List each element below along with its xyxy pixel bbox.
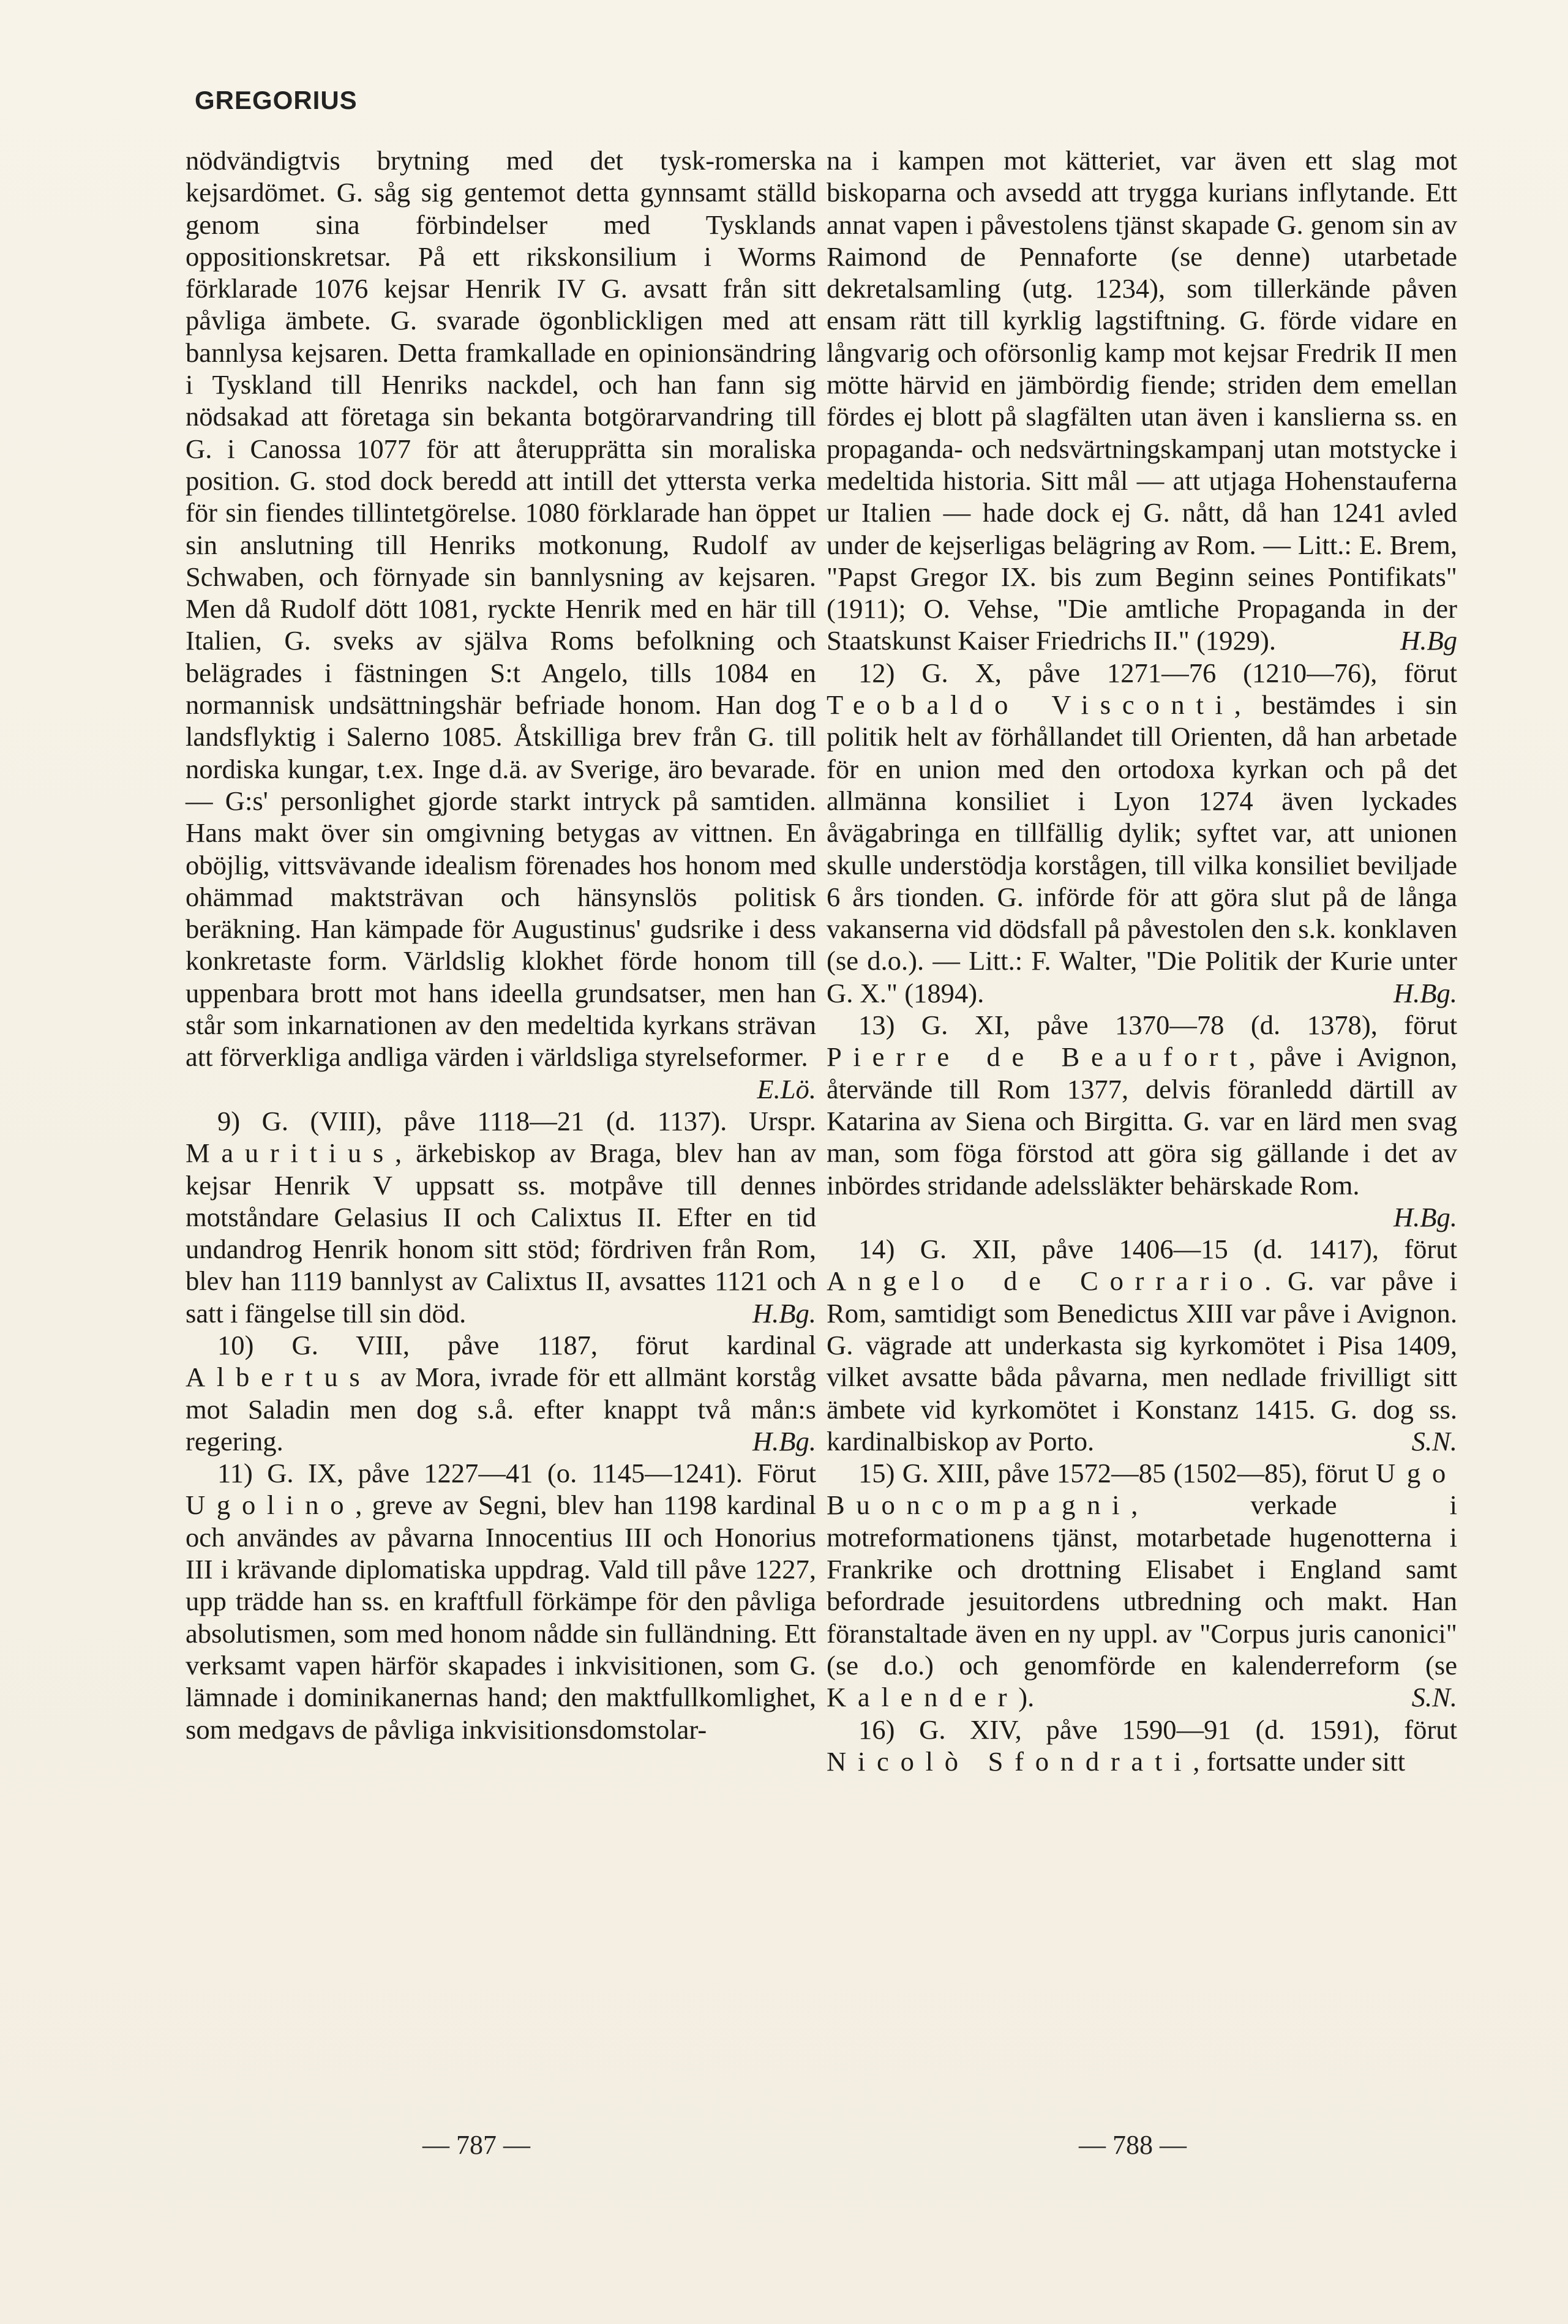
- spaced-name: Ugolino: [186, 1490, 356, 1521]
- entry-text: . G. var påve i Rom, samtidigt som Benedictus XIII var påve i Avignon. G. vägrade att underkasta sig kyrkomötet i Pisa 1409, vilket avsatte båda påvarna, men nedlade frivilligt sitt ämbete vid kyrkomötet i Konstanz 1415. G. dog ss. kardinalbiskop av Porto.: [827, 1265, 1457, 1456]
- right-column: [827, 144, 1457, 1777]
- spaced-name: Ugo Buoncompagni: [827, 1458, 1457, 1521]
- author-signature: S.N.: [1411, 1682, 1457, 1713]
- entry-14: [827, 1233, 1457, 1457]
- spaced-name: Mauritius: [186, 1138, 395, 1169]
- entry-text: 12) G. X, påve 1271—76 (1210—76), förut: [858, 657, 1457, 688]
- author-signature: S.N.: [1411, 1425, 1457, 1456]
- entry-10: [186, 1329, 816, 1457]
- entry-text: , verkade i motreformationens tjänst, motarbetade hugenotterna i Frankrike och drottning Elisabet i England samt befordrade jesuitordens utbredning och makt. Han föranstaltade även en ny uppl. av "Corpus juris canonici" (se d.o.) och genomförde en kalenderreform (se: [827, 1490, 1457, 1681]
- spaced-name: Pierre de Beaufort: [827, 1041, 1249, 1073]
- entry-text: 9) G. (VIII), påve 1118—21 (d. 1137). Urspr.: [217, 1105, 816, 1136]
- entry-text: ).: [1018, 1682, 1035, 1713]
- entry-text: , påve i Avignon, återvände till Rom 1377, delvis föranledd därtill av Katarina av Siena och Birgitta. G. var en lärd men svag man, som föga förstod att göra sig gällande i det av inbördes stridande adelssläkter behärskade Rom.: [827, 1041, 1457, 1201]
- spaced-name: Nicolò Sfondrati: [827, 1745, 1193, 1777]
- entry-text: av Mora, ivrade för ett allmänt korståg mot Saladin men dog s.å. efter knappt två mån:s regering.: [186, 1362, 816, 1456]
- entry-16: [827, 1714, 1457, 1778]
- author-signature: H.Bg.: [752, 1425, 816, 1456]
- entry-15: [827, 1457, 1457, 1713]
- paragraph: [827, 144, 1457, 657]
- entry-text: , ärkebiskop av Braga, blev han av kejsar Henrik V uppsatt ss. motpåve till dennes motståndare Gelasius II och Calixtus II. Efter en tid undandrog Henrik honom sitt stöd; fördriven från Rom, blev han 1119 bannlyst av Calixtus II, avsattes 1121 och satt i fängelse till sin död.: [186, 1138, 816, 1329]
- entry-text: , bestämdes i sin politik helt av förhållandet till Orienten, då han arbetade för en union med den ortodoxa kyrkan och på det allmänna konsiliet i Lyon 1274 även lyckades åvägabringa en tillfällig dylik; syftet var, att unionen skulle understödja korstågen, till vilka konsiliet beviljade 6 års tionden. G. införde för att göra slut på de långa vakanserna vid dödsfall på påvestolen den s.k. konklaven (se d.o.). — Litt.: F. Walter, "Die Politik der Kurie unter G. X." (1894).: [827, 689, 1457, 1008]
- author-signature: H.Bg.: [752, 1297, 816, 1329]
- cross-reference: Kalender: [827, 1682, 1019, 1713]
- entry-text: 16) G. XIV, påve 1590—91 (d. 1591), förut: [858, 1714, 1457, 1745]
- left-column: [186, 144, 816, 1745]
- paragraph-text: na i kampen mot kätteriet, var även ett slag mot biskoparna och avsedd att trygga kurians inflytande. Ett annat vapen i påvestolens tjänst skapade G. genom sin av Raimond de Pennaforte (se denne) utarbetade dekretalsamling (utg. 1234), som tillerkände påven ensam rätt till kyrklig lagstiftning. G. förde vidare en långvarig och oförsonlig kamp mot kejsar Fredrik II men mötte härvid en jämbördig fiende; striden dem emellan fördes ej blott på slagfälten utan även i kanslierna ss. en propaganda- och nedsvärtningskampanj utan motstycke i medeltida historia. Sitt mål — att utjaga Hohenstauferna ur Italien — hade dock ej G. nått, då han 1241 avled under de kejserligas belägring av Rom. — Litt.: E. Brem, "Papst Gregor IX. bis zum Beginn seines Pontifikats" (1911); O. Vehse, "Die amtliche Propaganda in der Staatskunst Kaiser Friedrichs II." (1929).: [827, 145, 1457, 656]
- author-signature: E.Lö.: [757, 1073, 816, 1104]
- entry-text: , greve av Segni, blev han 1198 kardinal och användes av påvarna Innocentius III och Honorius III i krävande diplomatiska uppdrag. Vald till påve 1227, upp trädde han ss. en kraftfull förkämpe för den påvliga absolutismen, som med honom nådde sin fulländning. Ett verksamt vapen härför skapades i inkvisitionen, som G. lämnade i dominikanernas hand; den maktfullkomlighet, som medgavs de påvliga inkvisitionsdomstolar-: [186, 1490, 816, 1745]
- running-head: GREGORIUS: [195, 86, 358, 114]
- entry-text: 10) G. VIII, påve 1187, förut kardinal: [217, 1329, 816, 1360]
- entry-11: [186, 1457, 816, 1745]
- paragraph-text: nödvändigtvis brytning med det tysk-romerska kejsardömet. G. såg sig gentemot detta gynnsamt ställd genom sina förbindelser med Tysklands oppositionskretsar. På ett rikskonsilium i Worms förklarade 1076 kejsar Henrik IV G. avsatt från sitt påvliga ämbete. G. svarade ögonblickligen med att bannlysa kejsaren. Detta framkallade en opinionsändring i Tyskland till Henriks nackdel, och han fann sig nödsakad att företaga sin bekanta botgörarvandring till G. i Canossa 1077 för att återupprätta sin moraliska position. G. stod dock beredd att intill det yttersta verka för sin fiendes tillintetgörelse. 1080 förklarade han öppet sin anslutning till Henriks motkonung, Rudolf av Schwaben, och förnyade sin bannlysning av kejsaren. Men då Rudolf dött 1081, ryckte Henrik med en här till Italien, G. sveks av själva Roms befolkning och belägrades i fästningen S:t Angelo, tills 1084 en normannisk undsättningshär befriade honom. Han dog landsflyktig i Salerno 1085. Åtskilliga brev från G. till nordiska kungar, t.ex. Inge d.ä. av Sverige, äro bevarade. — G:s' personlighet gjorde starkt intryck på samtiden. Hans makt över sin omgivning betygas av vittnen. En oböjlig, vittsvävande idealism förenades hos honom med ohämmad maktsträvan och hänsynslös politisk beräkning. Han kämpade för Augustinus' gudsrike i dess konkretaste form. Världslig klokhet förde honom till uppenbara brott mot hans ideella grundsatser, men han står som inkarnationen av den medeltida kyrkans strävan att förverkliga andliga värden i världsliga styrelseformer.: [186, 145, 816, 1073]
- spaced-name: Angelo de Corrario: [827, 1265, 1265, 1297]
- author-signature: H.Bg.: [1393, 1201, 1457, 1232]
- entry-text: 13) G. XI, påve 1370—78 (d. 1378), förut: [858, 1010, 1457, 1041]
- spaced-name: Albertus: [186, 1362, 372, 1393]
- entry-text: , fortsatte under sitt: [1193, 1745, 1405, 1777]
- author-signature: H.Bg.: [1393, 977, 1457, 1008]
- entry-text: 11) G. IX, påve 1227—41 (o. 1145—1241). Förut: [217, 1458, 816, 1489]
- entry-12: [827, 657, 1457, 1009]
- page-number-left: — 787 —: [422, 2130, 530, 2160]
- page-number-right: — 788 —: [1079, 2130, 1187, 2160]
- author-signature: H.Bg: [1400, 625, 1457, 656]
- paragraph: [186, 144, 816, 1104]
- entry-13: [827, 1009, 1457, 1232]
- entry-9: [186, 1105, 816, 1329]
- entry-text: 15) G. XIII, påve 1572—85 (1502—85), förut: [858, 1458, 1368, 1489]
- spaced-name: Teobaldo Visconti: [827, 689, 1234, 721]
- entry-text: 14) G. XII, påve 1406—15 (d. 1417), förut: [858, 1234, 1457, 1265]
